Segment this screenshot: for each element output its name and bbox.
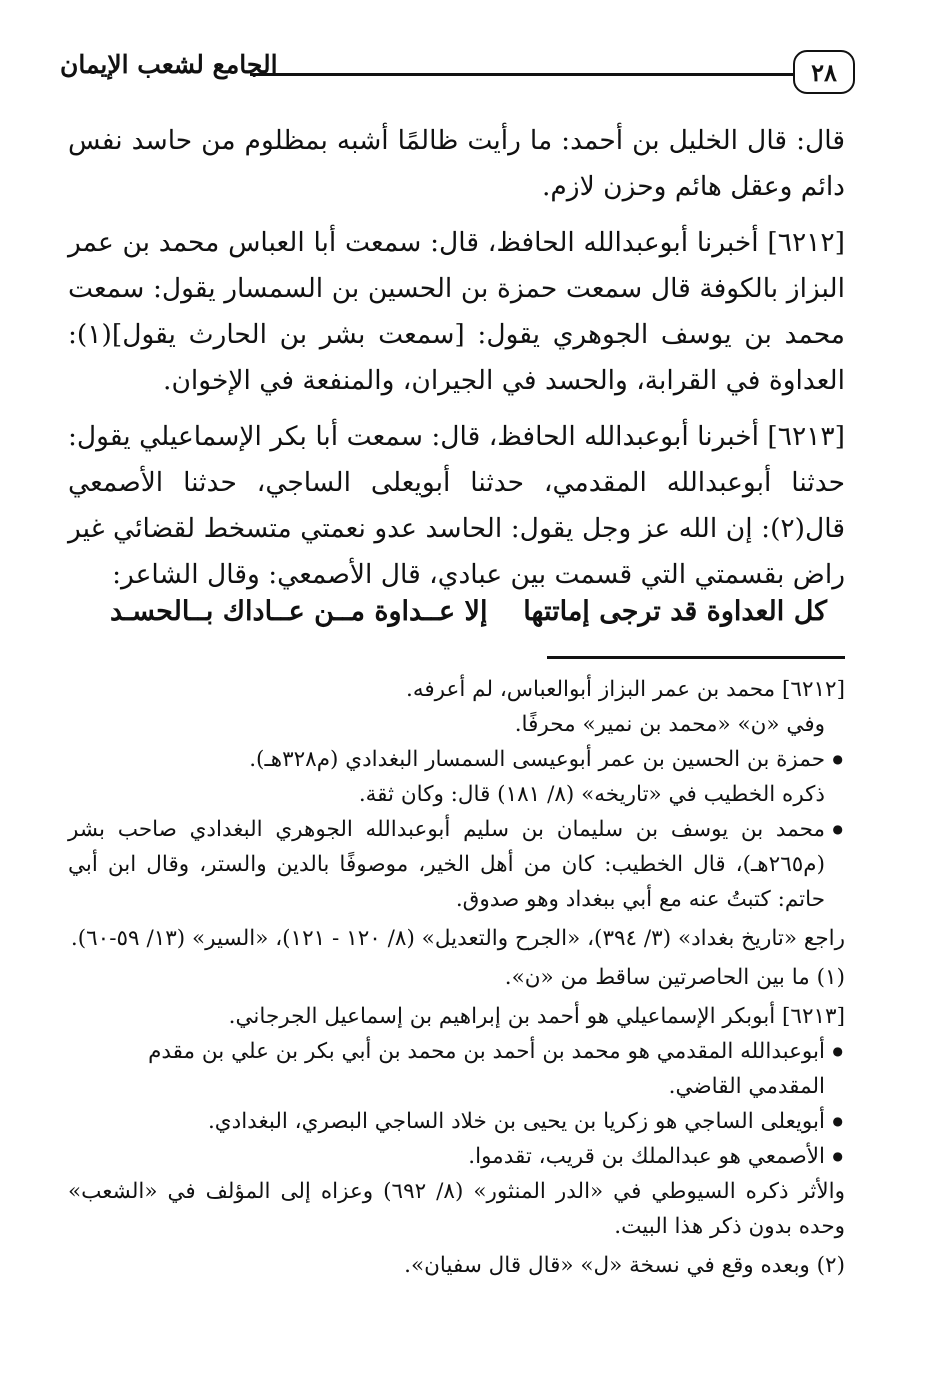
footnote-line: [٦٢١٣] أبوبكر الإسماعيلي هو أحمد بن إبراهيم بن إسماعيل الجرجاني. — [228, 1004, 845, 1029]
page-number: ٢٨ — [811, 57, 837, 87]
page-header — [60, 38, 855, 110]
footnote-bullet: ● أبويعلى الساجي هو زكريا بن يحيى بن خلاد الساجي البصري، البغدادي. — [68, 1104, 845, 1139]
paragraph-6212: [٦٢١٢] أخبرنا أبوعبدالله الحافظ، قال: سمعت أبا العباس محمد بن عمر البزاز بالكوفة قال سمعت حمزة بن الحسين بن السمسار يقول: سمعت محمد بن يوسف الجوهري يقول: [سمعت بشر بن الحارث يقول](١): العداوة في القرابة، والحسد في الجيران، والمنفعة في الإخوان. — [68, 227, 845, 396]
paragraph-6213: [٦٢١٣] أخبرنا أبوعبدالله الحافظ، قال: سمعت أبا بكر الإسماعيلي يقول: حدثنا أبوعبدالله المقدمي، حدثنا أبويعلى الساجي، حدثنا الأصمعي قال(٢): إن الله عز وجل يقول: الحاسد عدو نعمتي متسخط لقضائي غير راض بقسمتي التي قسمت بين عبادي، قال الأصمعي: وقال الشاعر: — [68, 421, 845, 590]
footnotes — [68, 672, 845, 1283]
footnote-line: ذكره الخطيب في «تاريخه» (٨/ ١٨١) قال: وكان ثقة. — [358, 782, 825, 807]
footnote-bullet: ● أبوعبدالله المقدمي هو محمد بن أحمد بن محمد بن أبي بكر بن علي بن مقدم المقدمي القاضي. — [68, 1034, 845, 1104]
page-number-box — [793, 50, 855, 94]
paragraph-khalil: قال: قال الخليل بن أحمد: ما رأيت ظالمًا أشبه بمظلوم من حاسد نفس دائم وعقل هائم وحزن لازم. — [68, 125, 845, 202]
footnote-line: وفي «ن» «محمد بن نمير» محرفًا. — [514, 712, 825, 737]
running-title: الجامع لشعب الإيمان — [60, 50, 278, 79]
header-rule — [250, 73, 793, 76]
footnote-bullet: ● حمزة بن الحسين بن عمر أبوعيسى السمسار البغدادي (م٣٢٨هـ). — [68, 742, 845, 777]
footnote-line: راجع «تاريخ بغداد» (٣/ ٣٩٤)، «الجرح والتعديل» (٨/ ١٢٠ - ١٢١)، «السير» (١٣/ ٥٩-٦٠). — [70, 926, 845, 951]
footnote-bullet: ● محمد بن يوسف بن سليمان بن سليم أبوعبدالله الجوهري البغدادي صاحب بشر (م٢٦٥هـ)، قال الخطيب: كان من أهل الخير، موصوفًا بالدين والستر، وقال ابن أبي حاتم: كتبتُ عنه مع أبي ببغداد وهو صدوق. — [68, 812, 845, 917]
footnote-separator — [547, 656, 845, 659]
footnote-line: والأثر ذكره السيوطي في «الدر المنثور» (٨/ ٦٩٢) وعزاه إلى المؤلف في «الشعب» وحده بدون ذكر هذا البيت. — [68, 1179, 845, 1239]
poem-second-hemistich: إلا عــداوة مــن عــاداك بــالحسـد — [110, 596, 488, 627]
main-text — [68, 118, 845, 608]
footnote-bullet: ● الأصمعي هو عبدالملك بن قريب، تقدموا. — [68, 1139, 845, 1174]
footnote-line: [٦٢١٢] محمد بن عمر البزاز أبوالعباس، لم أعرفه. — [406, 677, 845, 702]
footnote-line: (٢) وبعده وقع في نسخة «ل» «قال قال سفيان». — [404, 1253, 845, 1278]
poem-first-hemistich: كل العداوة قد ترجى إماتتها — [523, 596, 827, 627]
footnote-line: (١) ما بين الحاصرتين ساقط من «ن». — [504, 965, 845, 990]
poem-verse — [110, 596, 827, 627]
